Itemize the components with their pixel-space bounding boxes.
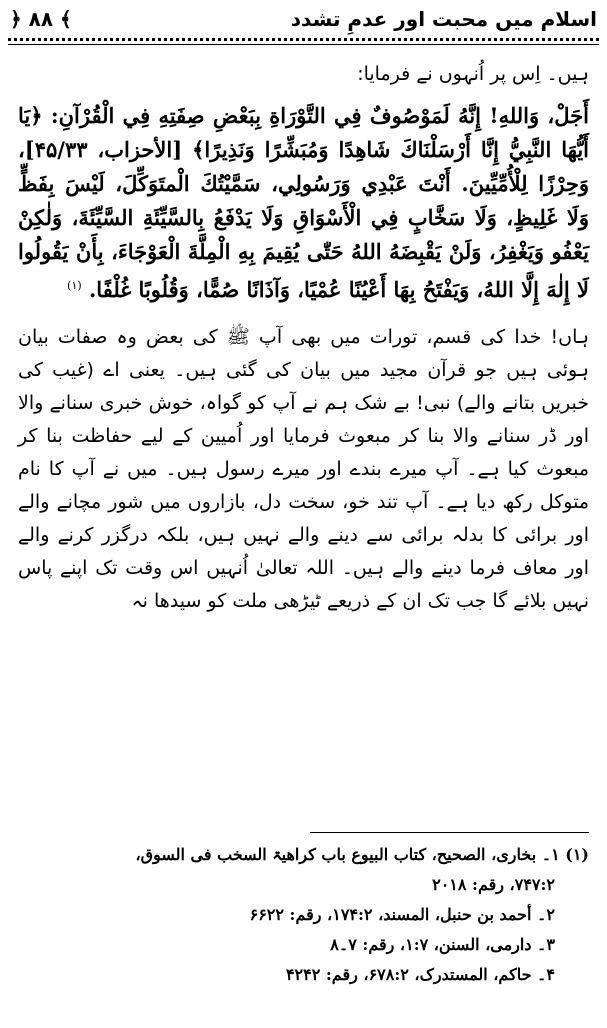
intro-line: ہیں۔ اِس پر اُنہوں نے فرمایا: [357,63,589,85]
header-solid-rule [8,44,599,45]
footnotes [18,840,589,990]
footnote-line: ۳۔ دارمی، السنن، ۱:۷، رقم: ۷۔۸ [330,935,555,954]
page-body [18,58,589,618]
footnote-separator [310,832,589,833]
page-header [10,4,597,34]
footnote-line: ۷۴۷:۲، رقم: ۲۰۱۸ [432,875,555,894]
footnote-line: ۲۔ أحمد بن حنبل، المسند، ۱۷۴:۲، رقم: ۶۶۲۲ [249,905,555,924]
arabic-text: أَجَلْ، وَاللهِ! إِنَّهُ لَمَوْصُوفٌ فِي التَّوْرَاةِ بِبَعْضِ صِفَتِهِ فِي الْقُرْآنِ: ﴿يَا أَيُّهَا النَّبِيُّ إِنَّا أَرْسَلْنَاكَ شَاهِدًا وَمُبَشِّرًا وَنَذِيرًا﴾ [الأحزاب، ۴۵/۳۳]، وَحِرْزًا لِلْأُمِّيِّينَ. أَنْتَ عَبْدِي وَرَسُولِي، سَمَّيْتُكَ الْمتَوَكِّلَ، لَيْسَ بِفَظٍّ وَلَا غَلِيظٍ، وَلَا سَخَّابٍ فِي الْأَسْوَاقِ وَلَا يَدْفَعُ بِالسَّيِّئَةِ السَّيِّئَةَ، وَلٰكِنْ يَعْفُو وَيَغْفِرُ، وَلَنْ يَقْبِضَهُ اللهُ حَتّٰى يُقِيمَ بِهِ الْمِلَّةَ الْعَوْجَاءَ، بِأَنْ يَقُولُوا لَا إِلٰهَ إِلَّا اللهُ، وَيَفْتَحُ بِهَا أَعْيُنًا عُمْيًا، وَآذَانًا صُمًّا، وَقُلُوبًا غُلْفًا. [18,103,589,302]
footnote-line: ۴۔ حاکم، المستدرک، ۶۷۸:۲، رقم: ۴۲۴۲ [285,965,555,984]
running-title: اسلام میں محبت اور عدمِ تشدد [290,7,597,31]
arabic-hadith-text [18,99,589,307]
page-number: ﴿ ۸۸ ﴾ [10,7,72,31]
header-dotted-rule [8,38,599,41]
footnote-line: (۱) ۱۔ بخاری، الصحیح، کتاب البیوع باب کراھیۃ السخب فی السوق، [135,845,589,864]
urdu-translation: ہاں! خدا کی قسم، تورات میں بھی آپ ﷺ کی بعض وہ صفات بیان ہوئی ہیں جو قرآن مجید میں بیان کی گئی ہیں۔ یعنی اے (غیب کی خبریں بتانے والے) نبی! بے شک ہم نے آپ کو گواہ، خوش خبری سنانے والا اور ڈر سنانے والا بنا کر مبعوث فرمایا اور اُمیین کے لیے حفاظت بنا کر مبعوث کیا ہے۔ آپ میرے بندے اور میرے رسول ہیں۔ میں نے آپ کا نام متوکل رکھ دیا ہے۔ آپ تند خو، سخت دل، بازاروں میں شور مچانے والے اور برائی کا بدلہ برائی سے دینے والے نہیں ہیں، بلکہ درگزر کرنے والے اور معاف فرما دینے والے ہیں۔ اللہ تعالیٰ اُنہیں اس وقت تک اپنے پاس نہیں بلائے گا جب تک ان کے ذریعے ٹیڑھی ملت کو سیدھا نہ [18,326,589,612]
footnote-marker: (۱) [67,279,82,292]
